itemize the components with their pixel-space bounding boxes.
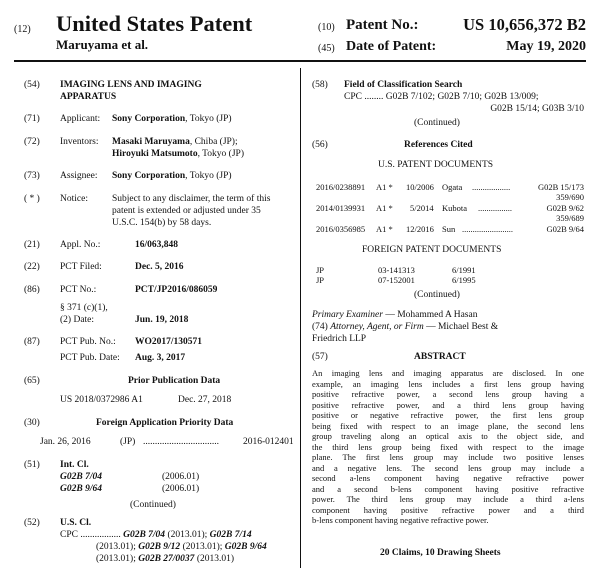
assignee-value: Sony Corporation, Tokyo (JP) [112, 171, 232, 181]
foreign-doc-date: 6/1995 [452, 275, 476, 285]
us-doc-dots: .................. [472, 182, 511, 192]
invention-title-line1: IMAGING LENS AND IMAGING [60, 80, 202, 90]
foreign-doc-number: 07-152001 [378, 275, 415, 285]
abstract-line: positive refractive power, and a third lens group having [312, 399, 584, 410]
notice-line2: patent is extended or adjusted under 35 [112, 206, 261, 216]
int-cl-2: G02B 9/64 [60, 484, 102, 494]
s371-date-value: Jun. 19, 2018 [135, 315, 189, 325]
us-cl-line3: (2013.01); G02B 27/0037 (2013.01) [96, 554, 235, 564]
notice-line1: Subject to any disclaimer, the term of this [112, 194, 271, 204]
abstract-line: group traveling along an optical axis to the object side, and [312, 431, 584, 441]
code-71: (71) [24, 114, 40, 124]
abstract-line: example, an imaging lens includes a first lens group having [312, 378, 584, 389]
attorney-line2: Friedrich LLP [312, 334, 367, 344]
classification-continued: (Continued) [414, 118, 460, 128]
prior-pub-date: Dec. 27, 2018 [178, 395, 232, 405]
us-cl-line2: (2013.01); G02B 9/12 (2013.01); G02B 9/64 [96, 542, 267, 552]
inventor-1: Masaki Maruyama, Chiba (JP); [112, 137, 238, 147]
us-doc-class-sub: 359/690 [556, 192, 584, 202]
abstract-line: positive refractive power, a second lens group having a [312, 389, 584, 399]
inventors-label: Inventors: [60, 137, 99, 147]
prior-pub-heading: Prior Publication Data [128, 376, 221, 386]
us-doc-number: 2014/0139931 [316, 203, 366, 213]
us-doc-name: Kubota [442, 203, 468, 213]
code-72: (72) [24, 137, 40, 147]
patent-number: US 10,656,372 B2 [463, 15, 586, 34]
us-doc-class: G02B 9/64 [546, 224, 584, 234]
int-cl-2-version: (2006.01) [162, 484, 200, 494]
foreign-priority-heading: Foreign Application Priority Data [96, 418, 234, 428]
code-56: (56) [312, 140, 328, 150]
pct-pub-no-value: WO2017/130571 [135, 337, 203, 347]
abstract-line: An imaging lens and imaging apparatus are disclosed. In one [312, 368, 584, 378]
us-doc-number: 2016/0356985 [316, 224, 366, 234]
pct-no-value: PCT/JP2016/086059 [135, 285, 218, 295]
us-doc-date: 12/2016 [406, 224, 434, 234]
foreign-doc-country: JP [316, 265, 325, 275]
date-of-patent: May 19, 2020 [506, 39, 586, 54]
priority-dots: ................................ [143, 437, 219, 447]
code-22: (22) [24, 262, 40, 272]
int-cl-1-version: (2006.01) [162, 472, 200, 482]
foreign-doc-number: 03-141313 [378, 265, 415, 275]
code-51: (51) [24, 460, 40, 470]
patent-no-label: Patent No.: [346, 17, 419, 33]
code-65: (65) [24, 376, 40, 386]
abstract-line: positive or negative refractive power, the first lens group [312, 410, 584, 420]
us-doc-name: Ogata [442, 182, 463, 192]
s371-line2: (2) Date: [60, 315, 95, 325]
code-52: (52) [24, 518, 40, 528]
code-21: (21) [24, 240, 40, 250]
us-doc-class-sub: 359/689 [556, 213, 584, 223]
us-doc-kind: A1 * [376, 203, 393, 213]
references-continued: (Continued) [414, 290, 460, 300]
abstract-line: and a second b-lens component having positive refractive [312, 483, 584, 494]
foreign-patent-docs-heading: FOREIGN PATENT DOCUMENTS [362, 245, 502, 255]
us-doc-dots: ........................ [462, 224, 513, 234]
abstract-line: being fixed with respect to an image plane, the second lens [312, 420, 584, 431]
foreign-doc-date: 6/1991 [452, 265, 476, 275]
us-doc-date: 5/2014 [410, 203, 434, 213]
appl-no-value: 16/063,848 [135, 240, 179, 250]
code-58: (58) [312, 80, 328, 90]
pct-no-label: PCT No.: [60, 285, 97, 295]
abstract-text [312, 368, 584, 526]
int-cl-continued: (Continued) [130, 500, 176, 510]
invention-title-line2: APPARATUS [60, 92, 117, 102]
notice-line3: U.S.C. 154(b) by 58 days. [112, 218, 212, 228]
us-doc-date: 10/2006 [406, 182, 434, 192]
code-54: (54) [24, 80, 40, 90]
code-45: (45) [318, 43, 335, 54]
patent-type-title: United States Patent [56, 11, 253, 36]
foreign-doc-country: JP [316, 275, 325, 285]
authors: Maruyama et al. [56, 37, 149, 52]
abstract-line: and a negative lens. The second lens group may include a [312, 462, 584, 473]
priority-number: 2016-012401 [243, 437, 294, 447]
code-notice: ( * ) [24, 194, 40, 204]
us-doc-kind: A1 * [376, 224, 393, 234]
pct-pub-date-value: Aug. 3, 2017 [135, 353, 186, 363]
header-rule [14, 60, 586, 62]
abstract-heading: ABSTRACT [414, 352, 466, 362]
claims-drawings-summary: 20 Claims, 10 Drawing Sheets [380, 548, 501, 558]
code-57: (57) [312, 352, 328, 362]
notice-label: Notice: [60, 194, 88, 204]
us-doc-kind: A1 * [376, 182, 393, 192]
abstract-line: the third lens group being fixed with respect to the image [312, 441, 584, 452]
code-86: (86) [24, 285, 40, 295]
prior-pub-number: US 2018/0372986 A1 [60, 395, 143, 405]
abstract-line: power. The third lens group may include a third a-lens [312, 494, 584, 504]
priority-country: (JP) [120, 437, 136, 447]
date-of-patent-label: Date of Patent: [346, 39, 437, 54]
attorney-line1: (74) Attorney, Agent, or Firm — Michael Best & [312, 322, 499, 332]
us-doc-dots: ................ [478, 203, 512, 213]
classification-line2: G02B 15/14; G03B 3/10 [490, 104, 584, 114]
us-doc-name: Sun [442, 224, 456, 234]
code-73: (73) [24, 171, 40, 181]
classification-search-heading: Field of Classification Search [344, 80, 463, 90]
us-doc-class: G02B 9/62 [546, 203, 584, 213]
abstract-line: component having positive refractive power and a third [312, 504, 584, 515]
priority-date: Jan. 26, 2016 [40, 437, 91, 447]
abstract-line: b-lens component having negative refractive power. [312, 515, 489, 525]
abstract-line: plane. The first lens group may include two positive lenses [312, 452, 584, 462]
abstract-line: second a-lens component having negative refractive power [312, 473, 584, 483]
column-divider [300, 68, 301, 568]
int-cl-1: G02B 7/04 [60, 472, 102, 482]
assignee-label: Assignee: [60, 171, 98, 181]
applicant-value: Sony Corporation, Tokyo (JP) [112, 114, 232, 124]
appl-no-label: Appl. No.: [60, 240, 101, 250]
int-cl-label: Int. Cl. [60, 460, 89, 470]
us-doc-number: 2016/0238891 [316, 182, 366, 192]
us-cl-label: U.S. Cl. [60, 518, 92, 528]
inventor-2: Hiroyuki Matsumoto, Tokyo (JP) [112, 149, 244, 159]
code-12: (12) [14, 24, 31, 35]
pct-filed-label: PCT Filed: [60, 262, 102, 272]
us-cl-line1: CPC ................. G02B 7/04 (2013.01); G02B 7/14 [60, 530, 252, 540]
pct-filed-value: Dec. 5, 2016 [135, 262, 184, 272]
classification-line1: CPC ........ G02B 7/102; G02B 7/10; G02B 13/009; [344, 92, 539, 102]
us-patent-docs-heading: U.S. PATENT DOCUMENTS [378, 160, 494, 170]
applicant-label: Applicant: [60, 114, 101, 124]
us-doc-class: G02B 15/173 [537, 182, 584, 192]
primary-examiner: Primary Examiner — Mohammed A Hasan [312, 310, 478, 320]
code-30: (30) [24, 418, 40, 428]
code-10: (10) [318, 22, 335, 33]
code-87: (87) [24, 337, 40, 347]
pct-pub-date-label: PCT Pub. Date: [60, 353, 120, 363]
references-cited-heading: References Cited [404, 140, 473, 150]
pct-pub-no-label: PCT Pub. No.: [60, 337, 116, 347]
s371-line1: § 371 (c)(1), [60, 303, 108, 313]
